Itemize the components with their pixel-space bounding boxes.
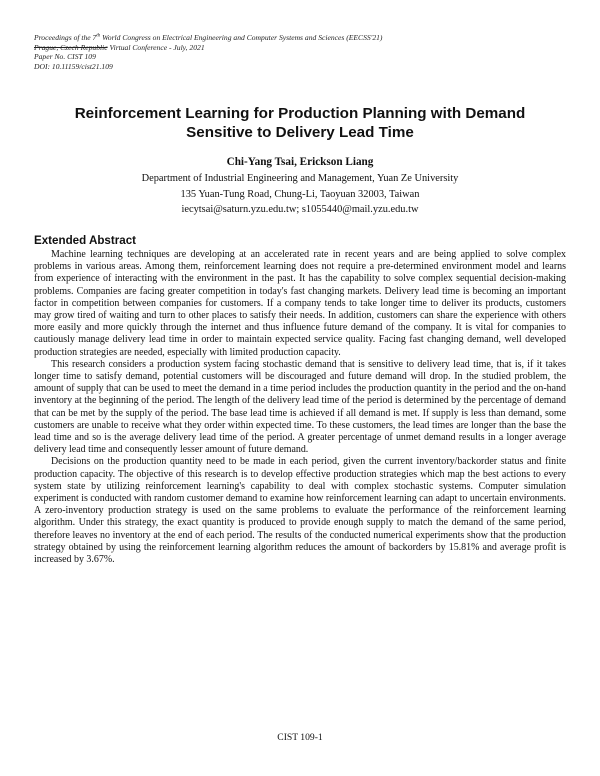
proceedings-line (34, 33, 574, 43)
proceedings-prefix: Proceedings of the 7 (34, 33, 97, 42)
author-emails: iecytsai@saturn.yzu.edu.tw; s1055440@mail.yzu.edu.tw (181, 204, 419, 215)
paper-title: Reinforcement Learning for Production Planning with Demand Sensitive to Delivery Lead Time (74, 105, 526, 141)
page-footer: CIST 109-1 (277, 732, 323, 743)
affiliation-address: 135 Yuan-Tung Road, Chung-Li, Taoyuan 32003, Taiwan (180, 188, 420, 200)
paper-number: Paper No. CIST 109 (34, 52, 96, 62)
affiliation-department: Department of Industrial Engineering and Management, Yuan Ze University (141, 173, 459, 184)
venue-virtual-conference: Virtual Conference - July, 2021 (107, 42, 205, 52)
author-names: Chi-Yang Tsai, Erickson Liang (226, 156, 374, 168)
venue-struck-location: Prague, Czech Republic (34, 42, 108, 52)
proceedings-ordinal: th (96, 33, 101, 39)
proceedings-header (34, 33, 574, 71)
section-heading: Extended Abstract (34, 234, 137, 247)
abstract-paragraph: Machine learning techniques are developing at an accelerated rate in recent years and are being applied to solve complex problems in various areas. Among them, reinforcement learning does not require a pre-determined environment model and learns from experience of interacting with the environment in the past. It has the capability to solve complex sequential decision-making problems. Companies are facing greater competition in today's fast changing markets. Delivery lead time is becoming an important factor in competition between companies for customers. If a company tends to take longer time to deliver its products, customers may grow tired of waiting and turn to other places to satisfy their needs. In addition, customers can share the experience with others more easily and more quickly through the internet and thus influence future demand of the company. It is vital for companies to cautiously manage delivery lead time in order to maintain expected service quality. Facing fast changing demand, well developed production strategies are needed, especially with limited production capacity. (34, 249, 566, 358)
abstract-paragraph: Decisions on the production quantity need to be made in each period, given the current inventory/backorder status and finite production capacity. The objective of this research is to develop effective production strategies which map the best actions to every system state by utilizing reinforcement learning's capability to deal with complex stochastic systems. Computer simulation experiment is conducted with random customer demand to examine how reinforcement learning can adapt to uncertain environments. A zero-inventory production strategy is used on the same problems to evaluate the performance of the reinforcement learning algorithm. Under this strategy, the exact quantity is produced to provide enough supply to match the demand of the same period, therefore leaves no inventory at the end of each period. The results of the conducted numerical experiments show that the production strategy obtained by using the reinforcement learning algorithm reduces the amount of backorders by 15.81% and average profit is increased by 3.67%. (34, 456, 566, 566)
author-block (40, 155, 560, 218)
proceedings-suffix: World Congress on Electrical Engineering and Computer Systems and Sciences (EECSS'21) (100, 33, 383, 42)
abstract-paragraph: This research considers a production system facing stochastic demand that is sensitive to delivery lead time, that is, if it takes longer time to satisfy demand, potential customers will be discouraged and future demand will drop. In the studied problem, the amount of supply that can be used to meet the demand in a time period includes the production quantity in the period and the on-hand inventory at the beginning of the period. The length of the delivery lead time of the period is determined by the percentage of demand that can be met by the supply of the period. The base lead time is achieved if all demand is met. If supply is less than demand, some customers are unable to receive what they order within expected time. To these customers, the lead times are longer than the base the lead time and so is the average delivery lead time of the period. A greater percentage of unmet demand results in a longer average delivery lead time and consequently lesser amount of future demand. (34, 358, 566, 456)
abstract-body (34, 249, 566, 566)
paper-doi: DOI: 10.11159/cist21.109 (34, 61, 113, 71)
venue-line (34, 43, 574, 53)
